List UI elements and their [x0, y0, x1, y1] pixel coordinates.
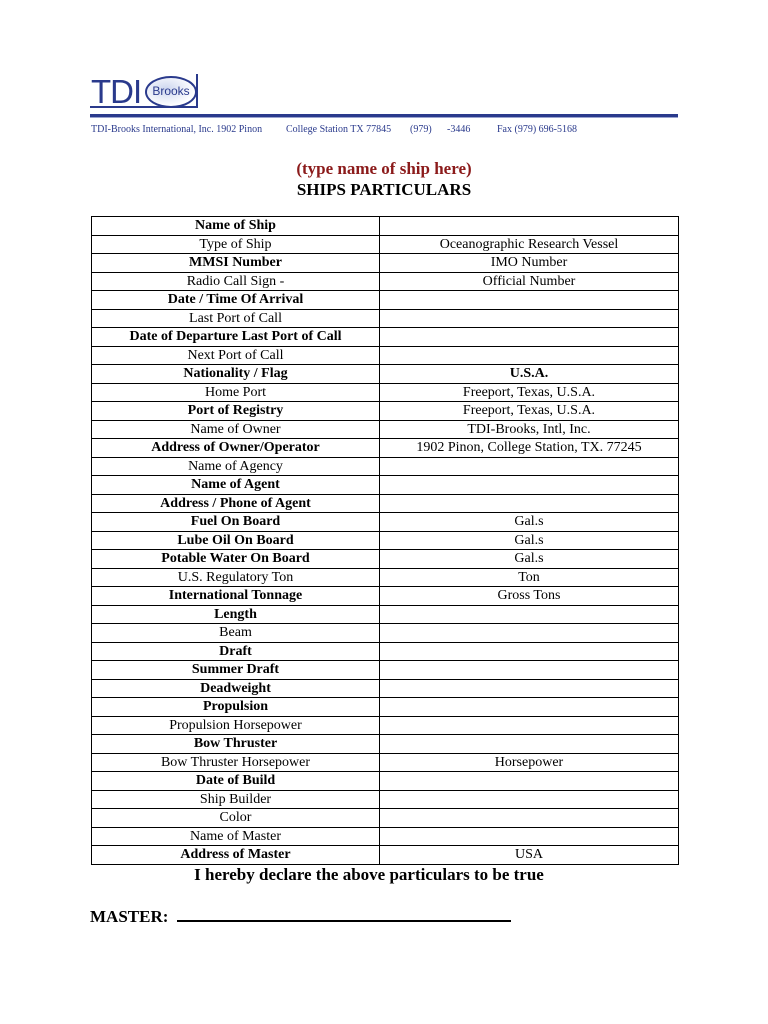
row-label: Type of Ship: [92, 235, 380, 254]
row-label: Date / Time Of Arrival: [92, 291, 380, 310]
row-value[interactable]: [380, 309, 679, 328]
row-value[interactable]: Gal.s: [380, 531, 679, 550]
row-label: Name of Agency: [92, 457, 380, 476]
row-value[interactable]: USA: [380, 846, 679, 865]
row-value[interactable]: Gross Tons: [380, 587, 679, 606]
row-label: Address of Owner/Operator: [92, 439, 380, 458]
company-city: College Station TX 77845: [286, 124, 392, 135]
table-row: [92, 568, 679, 587]
row-label: Lube Oil On Board: [92, 531, 380, 550]
row-value[interactable]: [380, 698, 679, 717]
row-value[interactable]: [380, 679, 679, 698]
row-label: Date of Departure Last Port of Call: [92, 328, 380, 347]
table-row: [92, 587, 679, 606]
row-value[interactable]: Official Number: [380, 272, 679, 291]
row-value[interactable]: [380, 809, 679, 828]
table-row: [92, 383, 679, 402]
row-value[interactable]: 1902 Pinon, College Station, TX. 77245: [380, 439, 679, 458]
header-rule-shadow: [90, 117, 678, 118]
table-row: [92, 365, 679, 384]
master-label: MASTER:: [90, 907, 169, 926]
table-row: [92, 790, 679, 809]
row-value[interactable]: Gal.s: [380, 550, 679, 569]
row-value[interactable]: IMO Number: [380, 254, 679, 273]
table-row: [92, 827, 679, 846]
row-value[interactable]: Freeport, Texas, U.S.A.: [380, 383, 679, 402]
row-label: Fuel On Board: [92, 513, 380, 532]
row-label: Deadweight: [92, 679, 380, 698]
row-value[interactable]: [380, 661, 679, 680]
row-value[interactable]: [380, 642, 679, 661]
row-value[interactable]: U.S.A.: [380, 365, 679, 384]
row-label: Name of Ship: [92, 217, 380, 236]
row-label: Potable Water On Board: [92, 550, 380, 569]
row-label: Last Port of Call: [92, 309, 380, 328]
row-label: Name of Master: [92, 827, 380, 846]
table-row: [92, 661, 679, 680]
logo-globe-icon: [145, 76, 197, 108]
table-row: [92, 679, 679, 698]
row-value[interactable]: [380, 605, 679, 624]
row-label: Bow Thruster: [92, 735, 380, 754]
row-label: Beam: [92, 624, 380, 643]
table-row: [92, 217, 679, 236]
table-row: [92, 254, 679, 273]
row-label: Summer Draft: [92, 661, 380, 680]
row-label: Radio Call Sign -: [92, 272, 380, 291]
row-label: U.S. Regulatory Ton: [92, 568, 380, 587]
row-value[interactable]: [380, 328, 679, 347]
page-title: SHIPS PARTICULARS: [296, 180, 472, 199]
table-row: [92, 642, 679, 661]
table-row: [92, 753, 679, 772]
table-row: [92, 235, 679, 254]
row-value[interactable]: Freeport, Texas, U.S.A.: [380, 402, 679, 421]
table-row: [92, 420, 679, 439]
row-label: Address of Master: [92, 846, 380, 865]
row-label: Color: [92, 809, 380, 828]
table-row: [92, 772, 679, 791]
table-row: [92, 457, 679, 476]
table-row: [92, 531, 679, 550]
master-signature: [90, 906, 511, 927]
row-label: Nationality / Flag: [92, 365, 380, 384]
row-label: MMSI Number: [92, 254, 380, 273]
row-value[interactable]: [380, 716, 679, 735]
row-label: Bow Thruster Horsepower: [92, 753, 380, 772]
company-area-code: (979): [410, 124, 432, 135]
row-value[interactable]: Ton: [380, 568, 679, 587]
row-value[interactable]: Gal.s: [380, 513, 679, 532]
row-value[interactable]: TDI-Brooks, Intl, Inc.: [380, 420, 679, 439]
row-label: Next Port of Call: [92, 346, 380, 365]
ship-name-placeholder[interactable]: (type name of ship here): [296, 159, 472, 178]
row-label: International Tonnage: [92, 587, 380, 606]
row-label: Ship Builder: [92, 790, 380, 809]
row-label: Date of Build: [92, 772, 380, 791]
row-label: Name of Agent: [92, 476, 380, 495]
company-fax: Fax (979) 696-5168: [497, 124, 577, 135]
table-row: [92, 346, 679, 365]
row-value[interactable]: [380, 217, 679, 236]
particulars-table: [91, 216, 679, 865]
company-logo: [90, 74, 200, 110]
table-row: [92, 735, 679, 754]
table-row: [92, 698, 679, 717]
logo-sub-text: Brooks: [152, 84, 190, 98]
row-label: Address / Phone of Agent: [92, 494, 380, 513]
row-label: Propulsion Horsepower: [92, 716, 380, 735]
table-row: [92, 605, 679, 624]
row-value[interactable]: Horsepower: [380, 753, 679, 772]
table-row: [92, 846, 679, 865]
row-value[interactable]: Oceanographic Research Vessel: [380, 235, 679, 254]
table-row: [92, 291, 679, 310]
table-row: [92, 550, 679, 569]
row-value[interactable]: [380, 476, 679, 495]
master-signature-line[interactable]: [177, 906, 511, 922]
logo-main-text: TDI: [91, 73, 142, 110]
table-row: [92, 272, 679, 291]
table-row: [92, 624, 679, 643]
table-row: [92, 402, 679, 421]
company-phone: -3446: [447, 124, 471, 135]
row-value[interactable]: [380, 346, 679, 365]
row-value[interactable]: [380, 457, 679, 476]
company-address: TDI-Brooks International, Inc. 1902 Pinon: [91, 124, 263, 135]
table-row: [92, 716, 679, 735]
row-label: Name of Owner: [92, 420, 380, 439]
row-value[interactable]: [380, 827, 679, 846]
row-label: Home Port: [92, 383, 380, 402]
row-label: Port of Registry: [92, 402, 380, 421]
row-value[interactable]: [380, 772, 679, 791]
row-value[interactable]: [380, 494, 679, 513]
row-label: Propulsion: [92, 698, 380, 717]
row-value[interactable]: [380, 291, 679, 310]
table-row: [92, 809, 679, 828]
row-value[interactable]: [380, 790, 679, 809]
row-label: Draft: [92, 642, 380, 661]
table-row: [92, 439, 679, 458]
table-row: [92, 328, 679, 347]
table-row: [92, 309, 679, 328]
table-row: [92, 476, 679, 495]
row-value[interactable]: [380, 735, 679, 754]
row-value[interactable]: [380, 624, 679, 643]
table-row: [92, 494, 679, 513]
declaration-text: I hereby declare the above particulars to be true: [194, 865, 544, 884]
row-label: Length: [92, 605, 380, 624]
table-row: [92, 513, 679, 532]
